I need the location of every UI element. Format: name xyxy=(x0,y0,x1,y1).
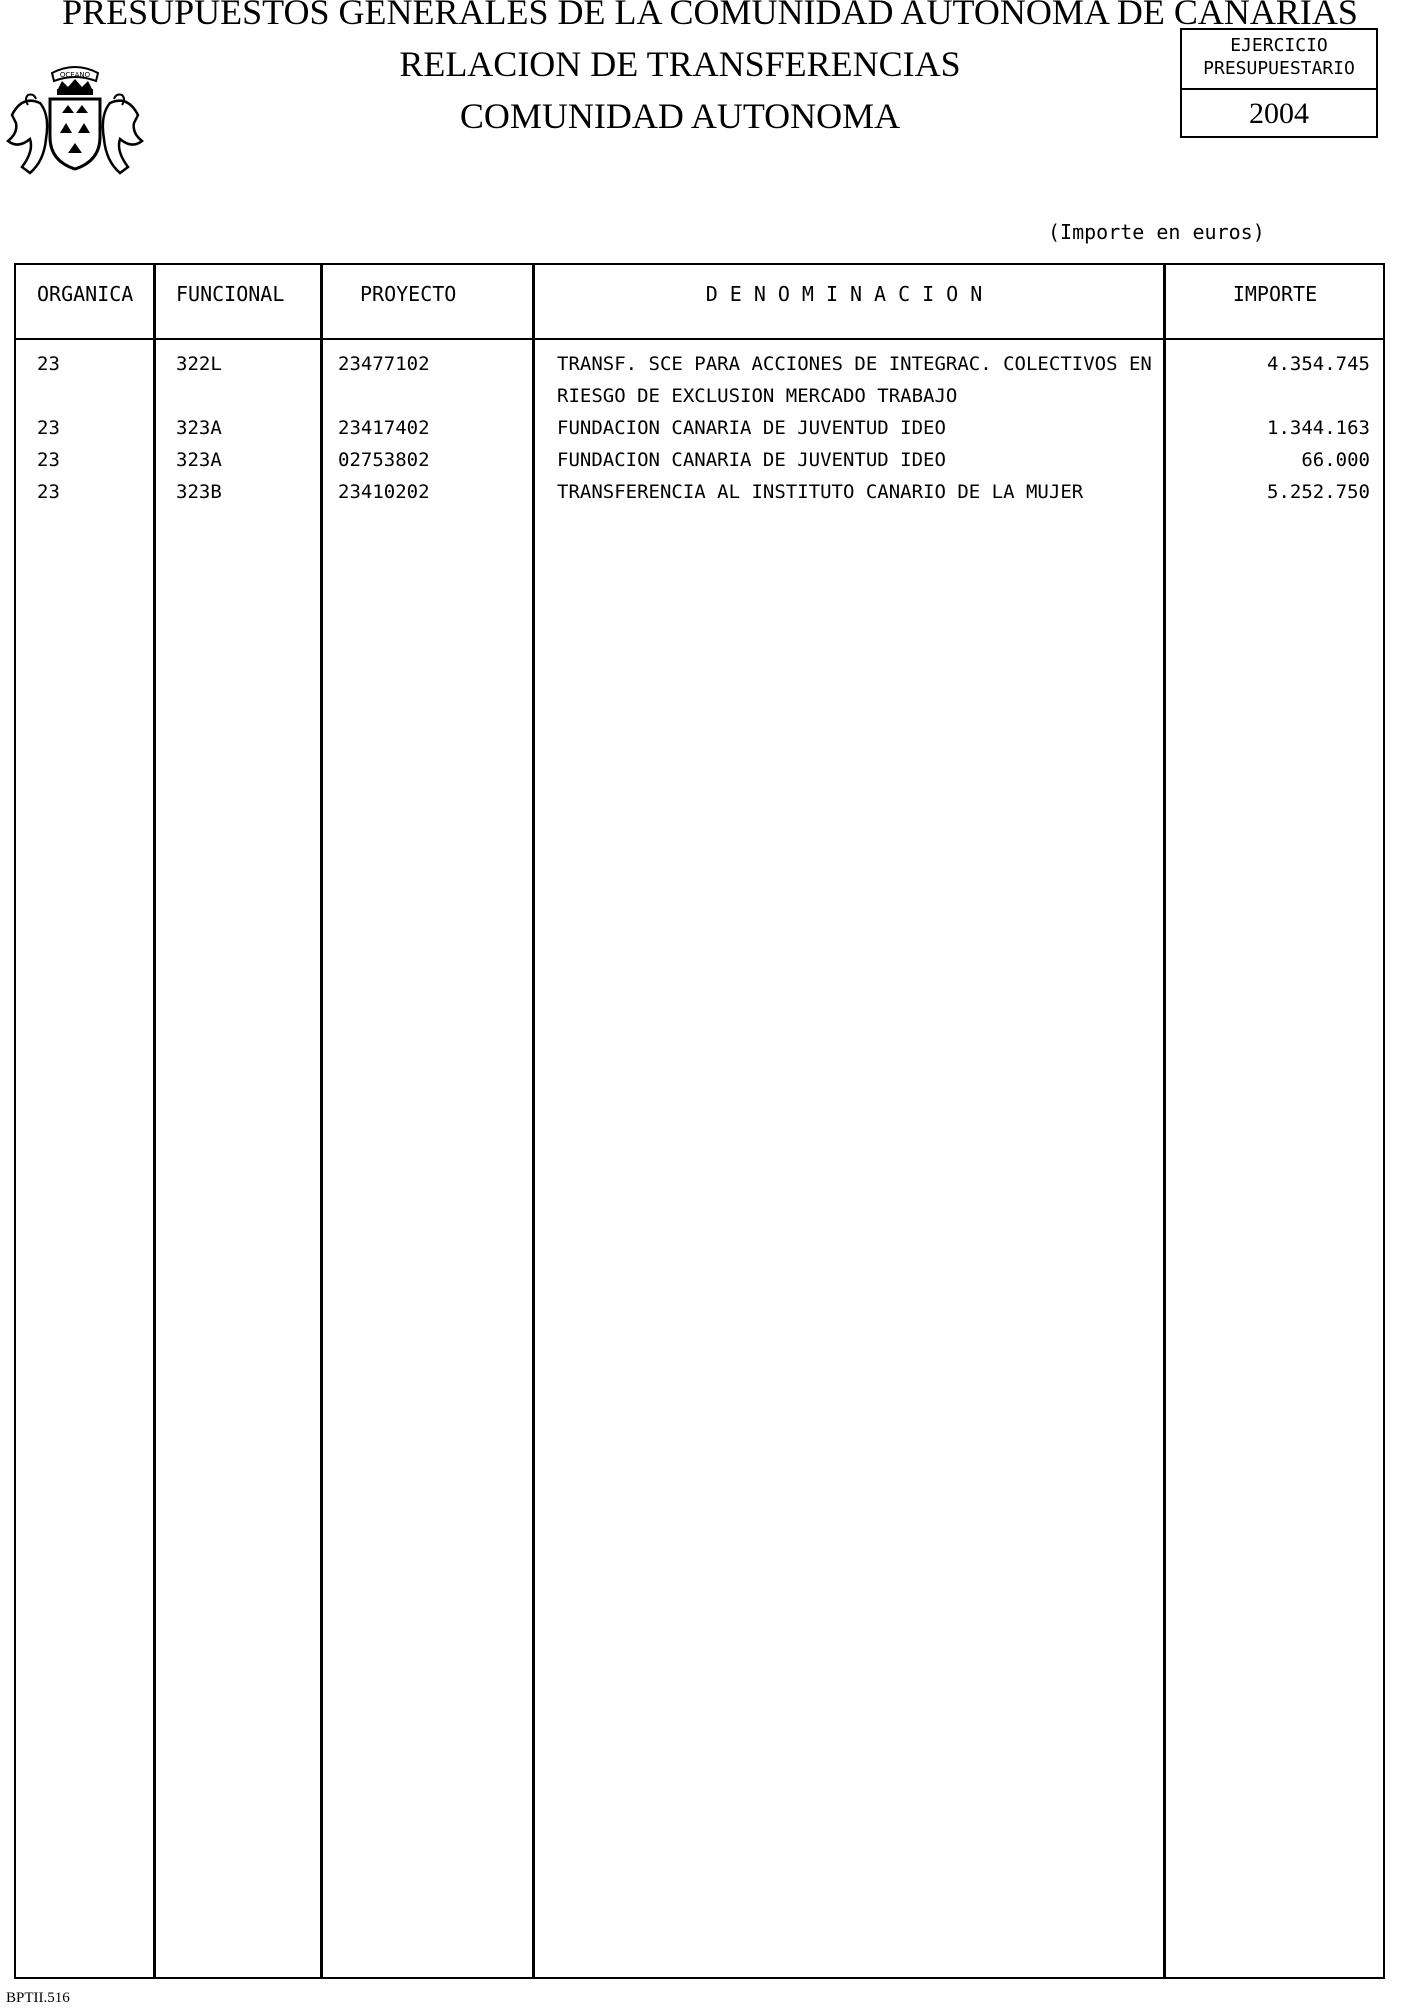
column-header-denominacion: DENOMINACION xyxy=(705,282,995,306)
column-header-importe: IMPORTE xyxy=(1232,282,1318,306)
transfers-table xyxy=(14,263,1385,1979)
fiscal-year-box xyxy=(1180,28,1378,138)
cell-denominacion: FUNDACION CANARIA DE JUVENTUD IDEO xyxy=(557,449,946,471)
table-body xyxy=(0,348,1420,508)
fiscal-year-value: 2004 xyxy=(1249,97,1309,130)
fiscal-year-label xyxy=(1182,30,1376,90)
cell-funcional: 323A xyxy=(176,449,222,471)
cell-denominacion: FUNDACION CANARIA DE JUVENTUD IDEO xyxy=(557,417,946,439)
document-section: COMUNIDAD AUTONOMA xyxy=(459,96,901,136)
cell-importe: 4.354.745 xyxy=(1267,353,1370,375)
cell-proyecto: 23477102 xyxy=(338,353,430,375)
cell-importe: 5.252.750 xyxy=(1267,481,1370,503)
table-row xyxy=(0,476,1420,508)
cell-organica: 23 xyxy=(37,449,60,471)
cell-organica: 23 xyxy=(37,353,60,375)
cell-importe: 66.000 xyxy=(1301,449,1370,471)
document-subtitle: RELACION DE TRANSFERENCIAS xyxy=(399,44,961,84)
fiscal-year-label-line2: PRESUPUESTARIO xyxy=(1203,58,1355,79)
table-row xyxy=(0,348,1420,412)
coat-of-arms-logo xyxy=(0,55,150,185)
cell-funcional: 323B xyxy=(176,481,222,503)
column-header-funcional: FUNCIONAL xyxy=(176,282,285,306)
cell-organica: 23 xyxy=(37,417,60,439)
column-divider xyxy=(320,263,323,1979)
svg-text:OCEANO: OCEANO xyxy=(59,71,91,79)
cell-proyecto: 02753802 xyxy=(338,449,430,471)
cell-funcional: 323A xyxy=(176,417,222,439)
column-divider xyxy=(1163,263,1166,1979)
table-row xyxy=(0,412,1420,444)
cell-denominacion: TRANSF. SCE PARA ACCIONES DE INTEGRAC. COLECTIVOS EN RIESGO DE EXCLUSION MERCADO TRABAJO xyxy=(557,353,1152,407)
table-header-divider xyxy=(14,338,1385,340)
form-code: BPTII.516 xyxy=(6,1990,70,2006)
document-title: PRESUPUESTOS GENERALES DE LA COMUNIDAD AUTONOMA DE CANARIAS xyxy=(62,0,1358,32)
cell-importe: 1.344.163 xyxy=(1267,417,1370,439)
cell-organica: 23 xyxy=(37,481,60,503)
table-row xyxy=(0,444,1420,476)
cell-proyecto: 23417402 xyxy=(338,417,430,439)
column-header-organica: ORGANICA xyxy=(37,282,134,306)
fiscal-year-label-line1: EJERCICIO xyxy=(1230,35,1328,56)
column-divider xyxy=(532,263,535,1979)
cell-funcional: 322L xyxy=(176,353,222,375)
cell-denominacion: TRANSFERENCIA AL INSTITUTO CANARIO DE LA MUJER xyxy=(557,481,1084,503)
column-divider xyxy=(153,263,156,1979)
cell-proyecto: 23410202 xyxy=(338,481,430,503)
column-header-proyecto: PROYECTO xyxy=(360,282,457,306)
units-note: (Importe en euros) xyxy=(1048,220,1265,244)
